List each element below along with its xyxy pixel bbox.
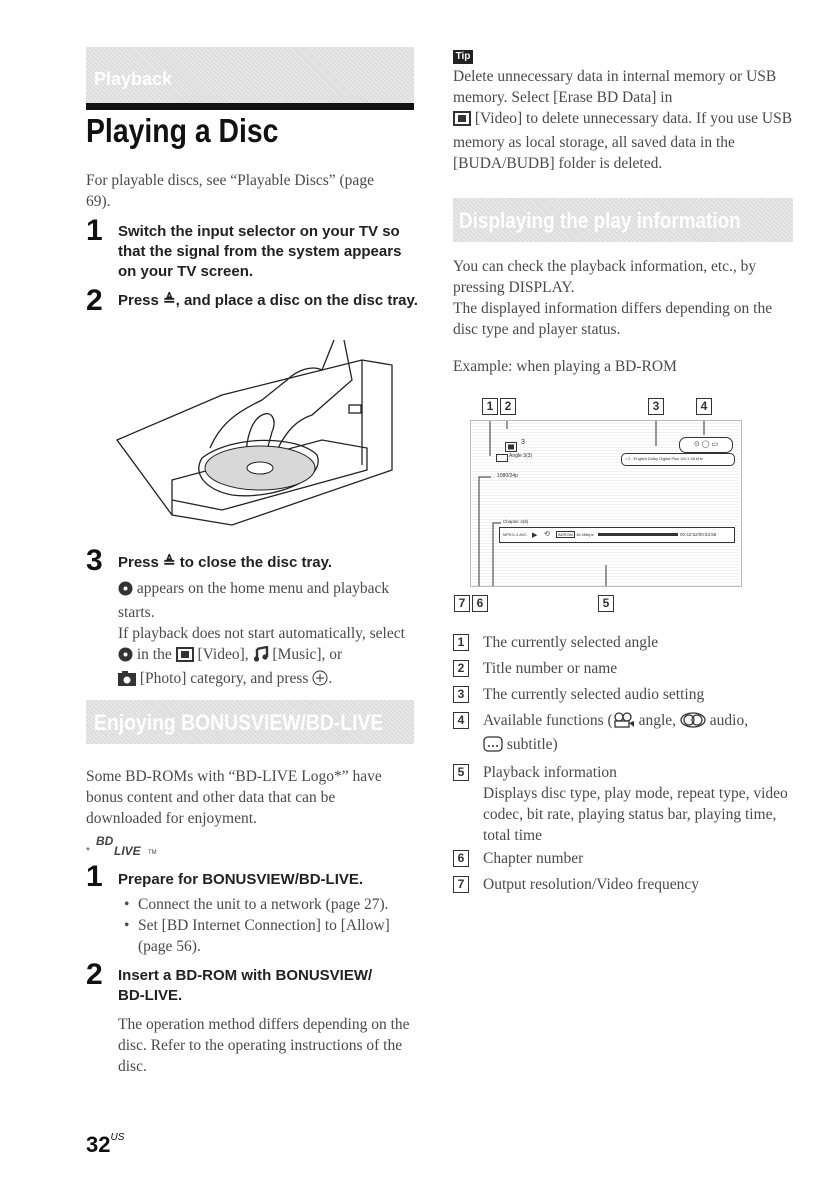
step-2-number: 2 xyxy=(86,284,103,317)
legend-text: The currently selected audio setting xyxy=(483,686,705,703)
legend-num: 1 xyxy=(453,634,469,651)
angle-icon xyxy=(613,712,635,734)
bonus-heading: Enjoying BONUSVIEW/BD-LIVE xyxy=(94,710,384,735)
legend-text: The currently selected angle xyxy=(483,634,659,651)
play-icon: ▶ xyxy=(532,531,538,539)
step-2-text: Press ≜, and place a disc on the disc tray. xyxy=(118,292,418,309)
section-tab xyxy=(86,47,414,103)
display-example: Example: when playing a BD-ROM xyxy=(453,358,677,375)
disc-icon-small xyxy=(118,647,133,668)
play-info-screen xyxy=(470,420,742,587)
screen-time: 00:42:52/00:53:58 xyxy=(680,532,717,537)
legend-text xyxy=(483,762,788,846)
callout-7: 7 xyxy=(454,595,470,612)
legend-num: 5 xyxy=(453,764,469,781)
legend-5-sub: Displays disc type, play mode, repeat type, video codec, bit rate, playing status bar, playing time, total time xyxy=(483,785,788,844)
screen-playback-bar xyxy=(499,527,735,543)
callout-6: 6 xyxy=(472,595,488,612)
progress-bar xyxy=(598,533,678,536)
music-icon xyxy=(253,646,269,668)
bonus-heading-box xyxy=(86,700,414,744)
legend-5-title: Playback information xyxy=(483,764,617,781)
enter-button-icon xyxy=(312,670,328,692)
step-3-video: [Video], xyxy=(197,646,249,663)
step-3-line1: appears on the home menu and playback starts. xyxy=(118,580,390,621)
tip-text-b: [Video] to delete unnecessary data. If you use USB memory as local storage, all saved data in the [BUDA/BUDB] folder is deleted. xyxy=(453,110,793,172)
page-region: US xyxy=(110,1132,125,1143)
legend-4-c: audio, xyxy=(709,712,749,729)
legend-item-4 xyxy=(453,710,793,756)
intro-text: For playable discs, see “Playable Discs” (page 69). xyxy=(86,172,374,210)
callout-4: 4 xyxy=(696,398,712,415)
tip-text xyxy=(453,66,793,174)
screen-resolution: 1080/24p xyxy=(497,473,518,479)
legend-text xyxy=(483,710,793,758)
subtitle-icon xyxy=(483,736,503,758)
display-heading: Displaying the play information xyxy=(459,208,741,233)
display-p2: The displayed information differs depending on the disc type and player status. xyxy=(453,300,773,338)
title-rule xyxy=(86,103,414,110)
legend-num: 3 xyxy=(453,686,469,703)
logo-tm: TM xyxy=(148,850,157,856)
disc-icon xyxy=(118,581,133,602)
screen-title-num: 3 xyxy=(521,439,525,446)
page-number xyxy=(86,1132,124,1158)
bonus-bullet: • Connect the unit to a network (page 27). xyxy=(124,894,414,915)
screen-angle: Angle 3(3) xyxy=(509,453,533,459)
screen-angle-icon xyxy=(496,454,508,462)
step-3-line2b: in the xyxy=(136,646,172,663)
step-3-text: Press ≜ to close the disc tray. xyxy=(118,554,333,571)
step-3-photo: [Photo] category, and press xyxy=(139,670,309,687)
legend-4-b: angle, xyxy=(638,712,677,729)
screen-chapter: Chapter 4(9) xyxy=(503,519,529,524)
legend-item-5 xyxy=(453,762,793,842)
legend-text: Chapter number xyxy=(483,850,584,867)
legend-num: 2 xyxy=(453,660,469,677)
screen-function-icons xyxy=(679,437,733,453)
step-3-end: . xyxy=(328,670,333,687)
bonus-step-1-number: 1 xyxy=(86,860,103,893)
legend-4-a: Available functions ( xyxy=(483,712,613,729)
audio-icon xyxy=(680,712,706,734)
screen-codec: MPEG-4 AVC xyxy=(503,532,528,537)
bonus-step-1-list xyxy=(124,894,414,957)
step-3-line2a: If playback does not start automatically, select xyxy=(118,625,405,642)
film-icon xyxy=(176,647,194,668)
tip-text-a: Delete unnecessary data in internal memory or USB memory. Select [Erase BD Data] in xyxy=(453,68,777,106)
bd-live-logo xyxy=(86,834,176,860)
photo-icon xyxy=(118,671,136,692)
screen-audio: ♪ 2 : English Dolby Digital Plus 3/4.1 48 kHz xyxy=(625,456,703,461)
legend-4-d: subtitle) xyxy=(506,736,558,753)
logo-live: LIVE xyxy=(114,844,141,858)
bonus-step-2-body: The operation method differs depending on the disc. Refer to the operating instructions of the disc. xyxy=(118,1016,410,1075)
logo-bd: BD xyxy=(96,834,114,848)
bonus-step-1-title: Prepare for BONUSVIEW/BD-LIVE. xyxy=(118,871,364,888)
page-title: Playing a Disc xyxy=(86,112,279,149)
audio-icon: ◯ xyxy=(701,441,710,448)
callout-5: 5 xyxy=(598,595,614,612)
screen-audio-box xyxy=(621,453,735,466)
tip-label: Tip xyxy=(453,50,473,64)
page-number-value: 32 xyxy=(86,1132,111,1157)
step-1-number: 1 xyxy=(86,214,103,247)
disc-tray-illustration xyxy=(112,340,402,530)
callout-2: 2 xyxy=(500,398,516,415)
bonus-bullet: • Set [BD Internet Connection] to [Allow] (page 56). xyxy=(124,915,414,957)
step-3-music: [Music], or xyxy=(272,646,343,663)
step-3-body xyxy=(118,578,413,692)
repeat-icon: ⟲ xyxy=(544,530,550,538)
subtitle-icon: ▭ xyxy=(711,441,719,448)
legend-num: 4 xyxy=(453,712,469,729)
legend-num: 6 xyxy=(453,850,469,867)
display-p1: You can check the playback information, etc., by pressing DISPLAY. xyxy=(453,258,757,296)
bonus-step-2-title: Insert a BD-ROM with BONUSVIEW/ BD-LIVE. xyxy=(118,967,373,1004)
logo-star: * xyxy=(86,846,90,857)
section-tab-label: Playback xyxy=(94,69,173,89)
bonus-intro: Some BD-ROMs with “BD-LIVE Logo*” have bonus content and other data that can be downloaded for enjoyment. xyxy=(86,768,382,827)
step-1-text: Switch the input selector on your TV so that the signal from the system appears on your TV screen. xyxy=(118,223,402,280)
legend-text: Output resolution/Video frequency xyxy=(483,876,700,893)
callout-3: 3 xyxy=(648,398,664,415)
screen-bitrate: 16.9Mbps xyxy=(576,532,594,537)
legend-num: 7 xyxy=(453,876,469,893)
callout-1: 1 xyxy=(482,398,498,415)
display-heading-box xyxy=(453,198,793,242)
bonus-step-2-number: 2 xyxy=(86,958,103,991)
screen-mode: BDROM xyxy=(558,532,573,537)
step-3-number: 3 xyxy=(86,544,103,577)
angle-icon: ⊙ xyxy=(693,441,700,448)
legend-text: Title number or name xyxy=(483,660,618,677)
film-icon xyxy=(453,111,471,132)
